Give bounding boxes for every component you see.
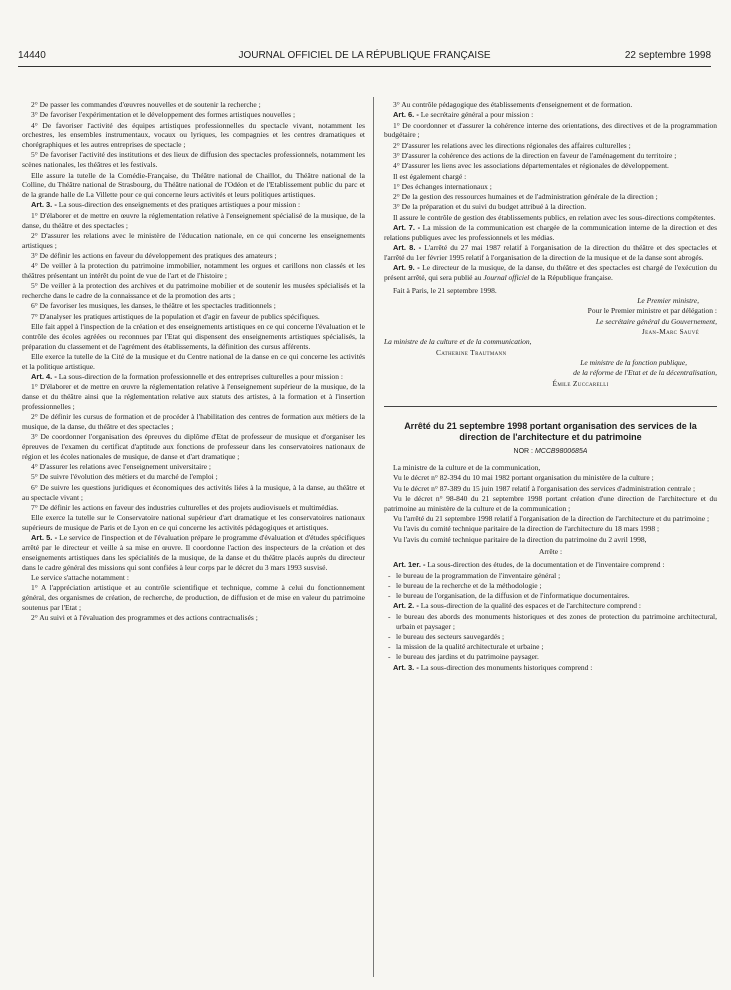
- list-item: - le bureau de la programmation de l'inventaire général ;: [384, 571, 717, 581]
- paragraph: Elle exerce la tutelle sur le Conservatoire national supérieur d'art dramatique et les conservatoires nationaux supérieurs de musique de Paris et de Lyon en ce qui concerne les activités pédagogiques et artistiques.: [22, 513, 365, 532]
- decree-title: Arrêté du 21 septembre 1998 portant organisation des services de la direction de l'architecture et du patrimoine: [404, 421, 697, 442]
- list-item: 4° D'assurer les relations avec l'enseignement universitaire ;: [31, 462, 212, 472]
- signature-delegation: Pour le Premier ministre et par délégation :: [587, 306, 717, 316]
- list-item: - la mission de la qualité architecturale et urbaine ;: [384, 642, 717, 652]
- list-item: 1° A l'appréciation artistique et au contrôle scientifique et technique, comme à celui du fonctionnement général, des organismes de création, de recherche, de production, de diffusion et de mise en valeur du patrimoine soutenus par l'Etat ;: [22, 583, 365, 612]
- list-item: 6° De favoriser les musiques, les danses, le théâtre et les spectacles traditionnels ;: [31, 301, 276, 311]
- article-1: [384, 560, 717, 570]
- left-column: [22, 100, 365, 980]
- article-label: Art. 6. -: [393, 110, 419, 120]
- article-intro: La sous-direction des monuments historiques comprend :: [420, 662, 593, 672]
- article-label: Art. 3. -: [393, 662, 419, 672]
- arrete-word: Arrête :: [538, 547, 563, 557]
- journal-title: JOURNAL OFFICIEL DE LA RÉPUBLIQUE FRANÇAISE: [238, 50, 491, 61]
- article-text: Le service de l'inspection et de l'évaluation prépare le programme d'évaluation et d'études spécifiques arrêté par le directeur et veille à sa mise en œuvre. Il coordonne l'action des inspecteurs de la création et des enseignements artistiques dans les spécialités de la musique, de la danse et du théâtre placés auprès du directeur dans le cadre général des missions qui sont confiées à leur corps par le décret du 3 mars 1993 susvisé.: [22, 533, 365, 572]
- list-item: 5° De veiller à la protection des archives et du patrimoine mobilier et de soutenir les musées spécialisés et la recherche dans le cadre de la connaissance et de la promotion des arts ;: [22, 281, 365, 301]
- list-item: 2° D'assurer les relations avec le ministère de l'éducation nationale, en ce qui concerne les enseignements artistiques ;: [22, 230, 365, 250]
- list-item: 6° De suivre les questions juridiques et économiques des activités liées à la musique, à la danse, au théâtre et au spectacle vivant ;: [22, 482, 365, 502]
- list-item: 1° Des échanges internationaux ;: [393, 181, 492, 191]
- page-number: 14440: [18, 50, 46, 61]
- list-item: 3° De la préparation et du suivi du budget attribué à la direction.: [393, 202, 587, 212]
- list-item: 7° D'analyser les pratiques artistiques de la population et d'agir en faveur de publics spécifiques.: [31, 311, 320, 321]
- article-8: [384, 243, 717, 263]
- paragraph: 5° De favoriser l'activité des institutions et des lieux de diffusion des spectacles professionnels, notamment les scènes nationales, les théâtres et les festivals.: [22, 150, 365, 170]
- list-item: 7° De définir les actions en faveur des industries culturelles et des projets audiovisuels et multimédias.: [31, 502, 339, 512]
- list-item: - le bureau des secteurs sauvegardés ;: [384, 632, 717, 642]
- article-9: [384, 263, 717, 283]
- article-label: Art. 2. -: [393, 601, 419, 611]
- section-separator: [384, 406, 717, 407]
- signature-title: Le Premier ministre,: [637, 296, 699, 306]
- article-label: Art. 4. -: [31, 372, 57, 382]
- article-5: [22, 533, 365, 572]
- paragraph: 3° Au contrôle pédagogique des établissements d'enseignement et de formation.: [393, 100, 633, 109]
- article-label: Art. 9. -: [393, 263, 420, 273]
- preamble-line: Vu l'avis du comité technique paritaire de la direction du patrimoine du 2 avril 1998,: [393, 534, 647, 544]
- signature-title: Le secrétaire général du Gouvernement,: [595, 316, 717, 326]
- issue-date: 22 septembre 1998: [624, 50, 711, 61]
- list-item: 1° D'élaborer et de mettre en œuvre la réglementation relative à l'enseignement supérieur de la musique, de la danse et du théâtre ainsi que la réglementation relative aux statuts des artistes, à la formation et à l'insertion professionnelles ;: [22, 382, 365, 411]
- list-item: 2° De la gestion des ressources humaines et de l'administration générale de la direction ;: [393, 192, 658, 202]
- article-3: [22, 200, 365, 210]
- signature-place-date: Fait à Paris, le 21 septembre 1998.: [393, 285, 497, 295]
- signature-name: Catherine Trautmann: [436, 347, 507, 357]
- article-4: [22, 372, 365, 382]
- signature-title: de la réforme de l'Etat et de la décentralisation,: [573, 368, 717, 378]
- article-label: Art. 3. -: [31, 200, 57, 210]
- preamble-line: Vu le décret n° 82-394 du 10 mai 1982 portant organisation du ministère de la culture ;: [393, 473, 654, 483]
- list-item: 5° De suivre l'évolution des métiers et du marché de l'emploi ;: [31, 472, 218, 482]
- article-intro: La sous-direction de la qualité des espaces et de l'architecture comprend :: [420, 601, 641, 611]
- list-item: 4° D'assurer les liens avec les associations départementales et régionales de développement.: [393, 161, 669, 171]
- paragraph: Elle exerce la tutelle de la Cité de la musique et du Centre national de la danse en ce qui concerne les activités et la politique artistique.: [22, 351, 365, 371]
- paragraph: 4° De favoriser l'activité des équipes artistiques professionnelles du spectacle vivant, notamment les orchestres, les ensembles instrumentaux, vocaux ou lyriques, les compagnies et les centres dramatiques et chorégraphiques et les autres entreprises de spectacle ;: [22, 120, 365, 150]
- article-intro: La sous-direction des études, de la documentation et de l'inventaire comprend :: [427, 560, 665, 570]
- preamble-line: Vu le décret n° 98-840 du 21 septembre 1998 portant création d'une direction de l'architecture et du patrimoine au ministère de la culture et de la communication ;: [384, 494, 717, 513]
- article-intro: La sous-direction de la formation professionnelle et des entreprises culturelles a pour mission :: [58, 372, 344, 382]
- nor-label: NOR :: [513, 448, 533, 456]
- paragraph: Il assure le contrôle de gestion des établissements publics, en relation avec les sous-directions compétentes.: [393, 212, 716, 222]
- paragraph: Le service s'attache notamment :: [31, 572, 129, 582]
- list-item: 2° Au suivi et à l'évaluation des programmes et des actions contractualisés ;: [31, 613, 258, 623]
- article-text: Le directeur de la musique, de la danse, du théâtre et des spectacles est chargé de l'exécution du présent arrêté, qui sera publié au: [384, 263, 717, 283]
- article-text: La mission de la communication est chargée de la communication interne de la direction et des relations publiques avec les professionnels et les médias.: [384, 223, 717, 242]
- signature-name: Émile Zuccarelli: [552, 378, 609, 388]
- right-column: [384, 100, 717, 980]
- article-7: [384, 223, 717, 243]
- list-item: - le bureau de la recherche et de la méthodologie ;: [384, 581, 717, 591]
- journal-reference: Journal officiel: [483, 273, 530, 283]
- article-label: Art. 7. -: [393, 223, 421, 233]
- paragraph: 3° De favoriser l'expérimentation et le développement des formes artistiques nouvelles ;: [31, 110, 296, 120]
- preamble-line: La ministre de la culture et de la communication,: [393, 463, 541, 473]
- list-item: 1° De coordonner et d'assurer la cohérence interne des orientations, des directives et de la programmation budgétaire ;: [384, 120, 717, 140]
- nor-code: MCCB9800685A: [534, 448, 588, 456]
- list-item: 2° D'assurer les relations avec les directions régionales des affaires culturelles ;: [393, 140, 631, 150]
- paragraph: Elle assure la tutelle de la Comédie-Française, du Théâtre national de Chaillot, du Théâtre national de la Colline, du Théâtre national de Strasbourg, du Théâtre national de l'Odéon et de l'Etablissement public du parc et de la grande halle de La Villette pour ce qui concerne leurs activités et leurs politiques artistiques.: [22, 170, 365, 200]
- list-item: 3° De définir les actions en faveur du développement des pratiques des amateurs ;: [31, 250, 277, 260]
- list-item: 2° De définir les cursus de formation et de procéder à l'habilitation des centres de formation aux métiers de la musique, de la danse, du théâtre et des spectacles ;: [22, 412, 365, 431]
- article-intro: Le secrétaire général a pour mission :: [420, 110, 534, 120]
- preamble-line: Vu le décret n° 87-389 du 15 juin 1987 relatif à l'organisation des services d'administration centrale ;: [393, 483, 696, 493]
- list-item: - le bureau des abords des monuments historiques et des zones de protection du patrimoine architectural, urbain et paysager ;: [384, 612, 717, 632]
- article-label: Art. 1er. -: [393, 560, 426, 570]
- header-rule: [18, 66, 711, 67]
- article-label: Art. 8. -: [393, 243, 422, 253]
- column-divider: [373, 97, 374, 977]
- signature-title: La ministre de la culture et de la communication,: [384, 337, 532, 347]
- signature-title: Le ministre de la fonction publique,: [580, 357, 687, 367]
- list-item: - le bureau des jardins et du patrimoine paysager.: [384, 652, 717, 662]
- paragraph: Elle fait appel à l'inspection de la création et des enseignements artistiques en ce qui concerne l'évaluation et le contrôle des écoles agréées ou reconnues par l'Etat qui dispensent des enseignements artistiques spécialisés, la préparation du classement et de l'agrément des établissements, la définition des cursus afférents.: [22, 322, 365, 351]
- paragraph: Il est également chargé :: [393, 171, 467, 181]
- list-item: - le bureau de l'organisation, de la diffusion et de l'informatique documentaires.: [384, 591, 717, 601]
- list-item: 3° De coordonner l'organisation des épreuves du diplôme d'Etat de professeur de musique et d'organiser les épreuves de l'examen du certificat d'aptitude aux fonctions de professeur dans les conservatoires nationaux de région et les écoles nationales de musique, de danse et d'art dramatique ;: [22, 432, 365, 461]
- list-item: 4° De veiller à la protection du patrimoine immobilier, notamment les orgues et carillons non classés et les théâtres présentant un intérêt du point de vue de l'art et de l'histoire ;: [22, 261, 365, 281]
- article-label: Art. 5. -: [31, 533, 58, 543]
- list-item: 3° D'assurer la cohérence des actions de la direction en faveur de l'aménagement du territoire ;: [393, 150, 677, 160]
- article-2: [384, 601, 717, 611]
- preamble-line: Vu l'avis du comité technique paritaire de la direction de l'architecture du 18 mars 1998 ;: [393, 524, 660, 534]
- nor-reference: [384, 447, 717, 457]
- page-header: [18, 50, 711, 66]
- article-3b: [384, 663, 717, 673]
- article-6: [384, 110, 717, 120]
- article-text: de la République française.: [531, 273, 613, 283]
- paragraph: 2° De passer les commandes d'œuvres nouvelles et de soutenir la recherche ;: [31, 100, 261, 109]
- article-intro: La sous-direction des enseignements et des pratiques artistiques a pour mission :: [58, 200, 301, 210]
- signature-name: Jean-Marc Sauvé: [641, 327, 699, 337]
- list-item: 1° D'élaborer et de mettre en œuvre la réglementation relative à l'enseignement spécialisé de la musique, de la danse, du théâtre et des spectacles ;: [22, 210, 365, 230]
- article-text: L'arrêté du 27 mai 1987 relatif à l'organisation de la direction du théâtre et des spectacles et l'arrêté du 1er février 1995 relatif à l'organisation de la direction de la musique et de la danse sont abrogés.: [384, 243, 717, 262]
- preamble-line: Vu l'arrêté du 21 septembre 1998 relatif à l'organisation de la direction de l'architecture et du patrimoine ;: [393, 514, 710, 524]
